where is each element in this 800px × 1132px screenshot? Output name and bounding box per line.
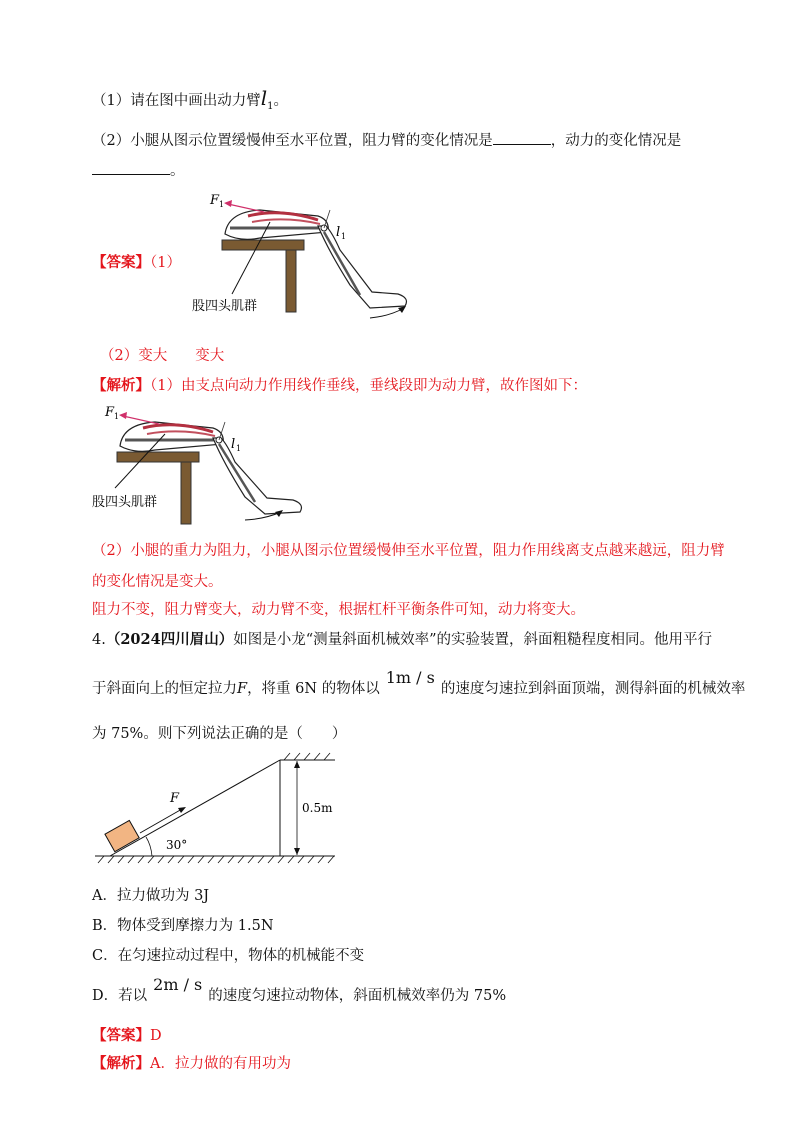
analysis-line-2	[92, 541, 725, 561]
question-text: （1）请在图中画出动力臂	[92, 93, 261, 109]
force-arrowhead	[119, 412, 127, 419]
answer-blank[interactable]	[493, 130, 551, 145]
analysis-line-1	[92, 376, 587, 396]
thigh-outline	[225, 210, 328, 239]
question-text: 的速度匀速拉到斜面顶端，测得斜面的机械效率	[440, 681, 746, 697]
analysis-tag: 【解析】	[92, 377, 150, 394]
arm-subscript: 1	[267, 100, 274, 112]
table-top	[117, 452, 199, 462]
option-a[interactable]	[92, 886, 209, 906]
force-line	[123, 416, 159, 424]
question-text: 如图是小龙“测量斜面机械效率”的实验装置，斜面粗糙程度相同。他用平行	[233, 632, 713, 648]
height-arrow-bottom	[294, 848, 300, 855]
answer-tag: 【答案】	[92, 254, 150, 271]
analysis-text: A．拉力做的有用功为	[150, 1056, 291, 1072]
answer-4	[92, 1026, 162, 1046]
pull-force-arrowhead	[178, 807, 186, 813]
option-text: D．若以	[92, 988, 148, 1004]
option-text: C．在匀速拉动过程中，物体的机械能不变	[92, 948, 365, 964]
block-object	[105, 820, 139, 851]
speed-value: 1m / s	[385, 668, 435, 687]
force-arrowhead	[224, 200, 232, 207]
arm-label: l	[231, 437, 236, 452]
answer-tag: 【答案】	[92, 1027, 150, 1044]
question-text: ，将重 6N 的物体以	[247, 681, 380, 697]
question-text: 于斜面向上的恒定拉力	[92, 681, 237, 697]
analysis-4	[92, 1054, 291, 1074]
analysis-text: （2）小腿的重力为阻力，小腿从图示位置缓慢伸至水平位置，阻力作用线离支点越来越远，阻力臂	[92, 543, 725, 559]
table-top	[222, 240, 304, 250]
force-label: F	[105, 405, 115, 420]
force-subscript: 1	[219, 200, 225, 209]
question-part-2-cont	[92, 160, 185, 181]
thigh-outline	[120, 422, 223, 451]
tibia-bone	[324, 232, 360, 295]
force-label: F	[170, 791, 180, 806]
angle-arc	[146, 837, 152, 856]
option-c[interactable]	[92, 946, 364, 966]
question-text: 。	[170, 163, 185, 179]
rotation-arrow	[370, 308, 404, 318]
question-text: 。	[273, 93, 289, 109]
answer-label: （2）	[100, 348, 139, 364]
answer-blank[interactable]	[92, 160, 170, 175]
table-leg	[286, 250, 296, 312]
analysis-text: 阻力不变，阻力臂变大，动力臂不变，根据杠杆平衡条件可知，动力将变大。	[92, 602, 585, 618]
muscle-label: 股四头肌群	[92, 495, 158, 510]
option-text: B．物体受到摩擦力为 1.5N	[92, 918, 274, 934]
question-text: ，动力的变化情况是	[550, 133, 682, 149]
leg-figure-answer	[192, 190, 420, 325]
analysis-text: 的变化情况是变大。	[92, 574, 223, 590]
option-text: 的速度匀速拉动物体，斜面机械效率仍为 75%	[208, 988, 507, 1004]
analysis-line-3	[92, 572, 223, 592]
table-leg	[181, 462, 191, 524]
height-arrow-top	[294, 761, 300, 768]
force-symbol: F	[237, 681, 248, 697]
lower-leg-outline	[318, 226, 406, 308]
analysis-text: （1）由支点向动力作用线作垂线，垂线段即为动力臂，故作图如下：	[150, 378, 587, 394]
answer-value-1: 变大	[138, 348, 168, 364]
question-text: 为 75%。则下列说法正确的是（ ）	[92, 726, 347, 742]
question-part-2	[92, 130, 681, 151]
muscle-label: 股四头肌群	[192, 299, 258, 314]
answer-block	[92, 253, 181, 273]
question-source: （2024四川眉山）	[105, 631, 234, 648]
leg-figure-analysis	[92, 402, 315, 532]
analysis-tag: 【解析】	[92, 1055, 150, 1072]
question-4-line-2	[92, 668, 746, 699]
angle-label: 30°	[166, 838, 188, 852]
arm-subscript: 1	[341, 232, 347, 241]
height-label: 0.5m	[302, 801, 333, 815]
arm-subscript: 1	[236, 444, 242, 453]
lower-leg-outline	[213, 438, 301, 514]
question-text: （2）小腿从图示位置缓慢伸至水平位置，阻力臂的变化情况是	[92, 133, 493, 149]
option-d[interactable]	[92, 975, 507, 1006]
force-subscript: 1	[114, 412, 120, 421]
analysis-line-4	[92, 600, 585, 620]
answer-value-2: 变大	[195, 348, 225, 364]
pull-force-line	[140, 809, 182, 833]
incline-surface	[110, 760, 280, 856]
question-number: 4.	[92, 632, 106, 648]
arm-label: l	[336, 225, 341, 240]
answer-part-2	[100, 346, 224, 366]
force-label: F	[210, 193, 220, 208]
ground-hatch	[98, 856, 334, 863]
question-4-line-3	[92, 724, 346, 744]
question-4-line-1	[92, 630, 712, 650]
rotation-arrowhead	[398, 306, 406, 313]
speed-value: 2m / s	[153, 975, 203, 994]
answer-part-1: （1）	[150, 255, 181, 271]
option-text: A．拉力做功为 3J	[92, 888, 210, 904]
option-b[interactable]	[92, 916, 274, 936]
arm-symbol: l	[260, 86, 268, 110]
answer-value: D	[150, 1028, 162, 1044]
incline-figure	[90, 755, 350, 870]
force-line	[228, 204, 264, 212]
question-part-1	[92, 88, 288, 117]
top-hatch	[284, 753, 330, 760]
